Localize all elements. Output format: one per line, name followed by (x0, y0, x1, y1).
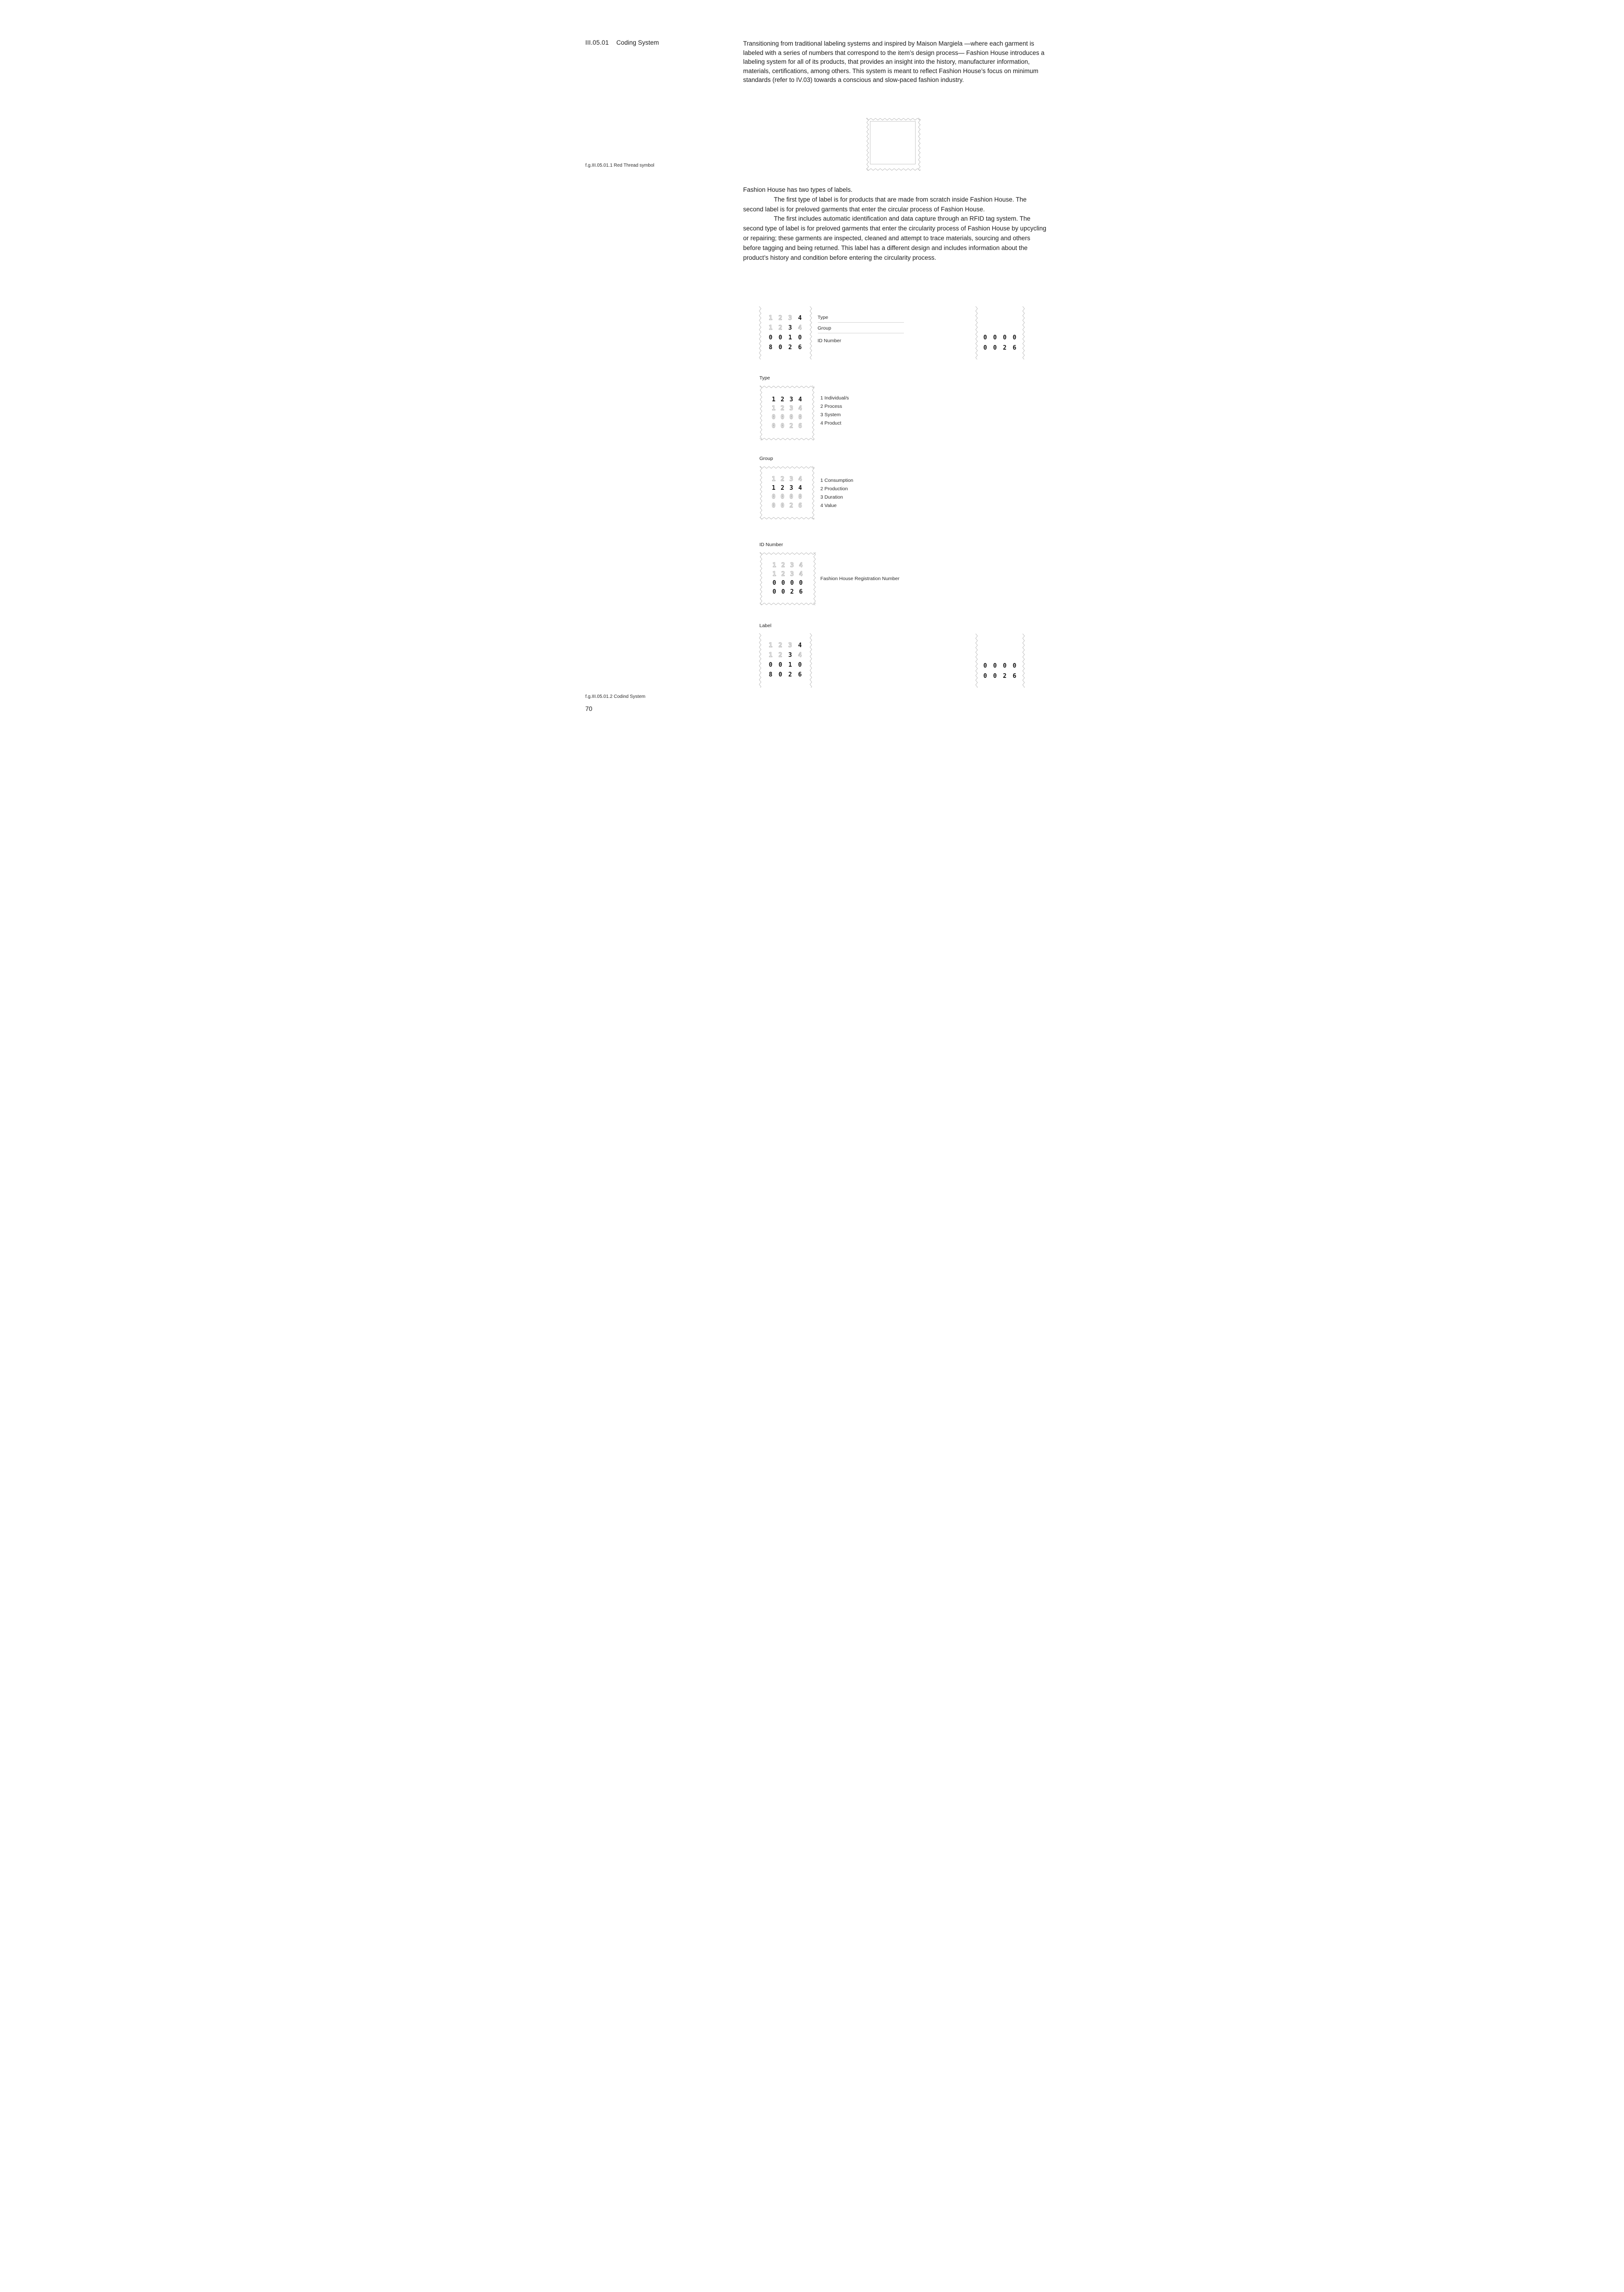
label-field-callouts (818, 315, 904, 345)
digit: 4 (798, 476, 802, 483)
digit: 1 (768, 652, 773, 659)
digit: 6 (1012, 345, 1017, 352)
field-type (818, 315, 904, 323)
digit-grid (759, 633, 812, 688)
digit: 2 (1003, 345, 1007, 352)
digit: 3 (789, 485, 793, 492)
digit-row (768, 335, 802, 341)
group-legend (821, 476, 854, 510)
stitch-edge-left-icon (866, 118, 869, 171)
digit: 2 (781, 561, 785, 569)
digit: 4 (799, 570, 803, 578)
digit: 3 (789, 396, 793, 403)
digit: 0 (772, 502, 775, 509)
digit-row (772, 571, 803, 578)
digit: 2 (781, 476, 784, 483)
body-paragraph-2: The first type of label is for products that are made from scratch inside Fashion House. The second label is for preloved garments that enter the circular process of Fashion House. (743, 196, 1027, 213)
digit: 0 (789, 413, 793, 421)
digit: 0 (798, 494, 802, 500)
digit: 0 (993, 663, 997, 669)
digit: 3 (790, 570, 794, 578)
digit: 4 (798, 324, 802, 331)
intro-paragraph: Transitioning from traditional labeling systems and inspired by Maison Margiela —where each garment is labeled with a series of numbers that correspond to the item’s design process— Fashion House introduces a labeling system for all of its products, that provides an insight into the history, manufacturer information, materials, certifications, among others. This system is meant to reflect Fashion House’s focus on minimum standards (refer to IV.03) towards a conscious and slow-paced fashion industry. (743, 40, 1044, 83)
type-label-figure (760, 385, 815, 440)
digit: 2 (781, 485, 784, 492)
digit: 2 (781, 396, 784, 403)
body-paragraph-3: The first includes automatic identification and data capture through an RFID tag system. The second type of label is for preloved garments that enter the circularity process of Fashion House by upcycling or repairing; these garments are inspected, cleaned and attempt to trace materials, sourcing and others before tagging and being returned. This label has a different design and includes information about the product’s history and condition before entering the circularity process. (743, 215, 1046, 261)
digit-row (768, 325, 802, 331)
digit: 4 (798, 485, 802, 492)
digit: 2 (778, 642, 782, 649)
digit: 3 (788, 652, 792, 659)
digit: 4 (798, 642, 802, 649)
digit: 0 (1012, 663, 1017, 669)
rfid-label-bottom (975, 634, 1025, 688)
digit: 0 (1012, 334, 1017, 341)
digit: 0 (781, 413, 784, 421)
stitch-edge-top-icon (866, 118, 921, 121)
legend-item: 3 System (820, 412, 841, 418)
digit: 3 (788, 314, 792, 322)
digit: 0 (778, 671, 782, 678)
digit-row (768, 662, 802, 669)
digit-row (771, 485, 802, 492)
digit: 0 (772, 588, 776, 595)
digit: 4 (798, 652, 802, 659)
digit: 2 (778, 324, 782, 331)
field-type-label: Type (817, 315, 829, 320)
digit-row (768, 315, 802, 322)
digit-row (771, 476, 802, 483)
digit: 0 (778, 334, 782, 341)
digit: 1 (788, 334, 792, 341)
digit: 8 (768, 344, 773, 351)
digit: 0 (983, 673, 987, 680)
digit: 0 (781, 494, 784, 500)
digit: 0 (799, 579, 803, 587)
digit: 0 (772, 413, 775, 421)
id-number-section-title: ID Number (759, 542, 783, 548)
digit: 6 (799, 588, 803, 595)
field-group-label: Group (817, 325, 831, 331)
digit-grid (975, 634, 1025, 688)
digit: 1 (772, 405, 775, 412)
digit: 4 (798, 396, 802, 403)
digit-grid (759, 306, 812, 359)
digit-grid (760, 466, 815, 520)
section-title: Coding System (616, 39, 659, 46)
document-page (556, 0, 1068, 723)
digit: 0 (983, 345, 987, 352)
stitch-edge-right-icon (918, 118, 921, 171)
digit: 6 (798, 671, 802, 678)
digit: 0 (781, 579, 785, 587)
digit-row (983, 335, 1017, 341)
legend-item: 2 Process (820, 404, 842, 409)
digit: 2 (788, 344, 792, 351)
digit: 0 (790, 579, 794, 587)
digit: 2 (778, 314, 782, 322)
field-id-number-label: ID Number (817, 338, 842, 344)
digit: 6 (798, 502, 802, 509)
digit: 0 (983, 663, 987, 669)
digit-row (771, 503, 802, 509)
digit-row (771, 423, 802, 430)
id-number-label-figure (760, 552, 816, 605)
digit: 2 (781, 405, 784, 412)
digit-row (772, 562, 803, 569)
legend-item: 1 Consumption (820, 478, 854, 483)
digit: 0 (772, 579, 776, 587)
body-text (743, 185, 1047, 263)
digit: 0 (781, 588, 785, 595)
digit: 6 (1012, 673, 1017, 680)
digit-row (983, 345, 1017, 352)
figure1-caption: f.g.III.05.01.1 Red Thread symbol (585, 163, 654, 168)
digit-grid (760, 385, 815, 440)
digit: 0 (993, 334, 997, 341)
digit-row (983, 673, 1017, 680)
legend-item: 3 Duration (820, 494, 843, 500)
group-section-title: Group (759, 456, 773, 461)
digit: 0 (993, 345, 997, 352)
legend-item: 4 Value (820, 503, 837, 508)
legend-item: 2 Production (820, 486, 848, 492)
digit: 3 (789, 476, 793, 483)
stitch-edge-bottom-icon (866, 168, 921, 171)
digit: 1 (772, 396, 775, 403)
digit: 0 (1003, 334, 1007, 341)
digit: 2 (778, 652, 782, 659)
digit-row (768, 345, 802, 351)
digit: 1 (768, 314, 773, 322)
digit: 4 (798, 405, 802, 412)
digit: 0 (798, 334, 802, 341)
digit-row (772, 589, 803, 595)
digit: 1 (772, 570, 776, 578)
digit: 1 (788, 662, 792, 669)
group-label-figure (760, 466, 815, 520)
field-id-number (818, 338, 904, 345)
digit: 2 (781, 570, 785, 578)
digit: 0 (768, 334, 773, 341)
digit: 3 (788, 324, 792, 331)
digit: 2 (789, 502, 793, 509)
digit: 0 (789, 494, 793, 500)
digit: 1 (772, 561, 776, 569)
page-number: 70 (585, 705, 593, 712)
digit-row (772, 580, 803, 587)
digit: 0 (768, 662, 773, 669)
digit-row (771, 397, 802, 403)
digit-row (768, 642, 802, 649)
digit: 1 (772, 485, 775, 492)
digit: 2 (789, 422, 793, 430)
digit: 1 (768, 324, 773, 331)
digit: 0 (781, 422, 784, 430)
figure2-caption: f.g.III.05.01.2 Codind System (585, 694, 646, 699)
digit: 3 (790, 561, 794, 569)
legend-item: 1 Individual/s (820, 395, 849, 401)
digit: 4 (799, 561, 803, 569)
digit: 2 (790, 588, 794, 595)
body-paragraph-1: Fashion House has two types of labels. (743, 186, 853, 193)
type-section-title: Type (759, 375, 770, 381)
field-group (818, 325, 904, 333)
digit: 0 (1003, 663, 1007, 669)
section-heading (586, 39, 659, 46)
digit-row (768, 652, 802, 659)
red-thread-figure (866, 118, 921, 171)
digit: 6 (798, 344, 802, 351)
digit: 1 (772, 476, 775, 483)
digit: 0 (781, 502, 784, 509)
digit-row (771, 414, 802, 421)
digit: 0 (798, 413, 802, 421)
digit: 3 (788, 642, 792, 649)
red-thread-symbol (870, 121, 916, 164)
digit: 2 (788, 671, 792, 678)
digit: 4 (798, 314, 802, 322)
digit: 2 (1003, 673, 1007, 680)
digit-grid (975, 306, 1025, 359)
digit-row (983, 663, 1017, 669)
digit-row (771, 406, 802, 412)
digit: 8 (768, 671, 773, 678)
rfid-label (975, 306, 1025, 359)
digit: 0 (778, 344, 782, 351)
digit: 0 (993, 673, 997, 680)
digit: 3 (789, 405, 793, 412)
type-legend (821, 394, 849, 427)
label-section-title: Label (759, 623, 772, 629)
label-figure (759, 633, 812, 688)
digit: 0 (772, 422, 775, 430)
digit: 1 (768, 642, 773, 649)
digit-grid (760, 552, 816, 605)
legend-item: 4 Product (820, 420, 842, 426)
digit-row (771, 494, 802, 500)
digit-row (768, 672, 802, 678)
digit: 0 (798, 662, 802, 669)
coding-label-overview (759, 306, 812, 359)
digit: 0 (772, 494, 775, 500)
digit: 6 (798, 422, 802, 430)
digit: 0 (778, 662, 782, 669)
digit: 0 (983, 334, 987, 341)
section-number: III.05.01 (585, 39, 609, 46)
id-number-note: Fashion House Registration Number (820, 576, 900, 581)
